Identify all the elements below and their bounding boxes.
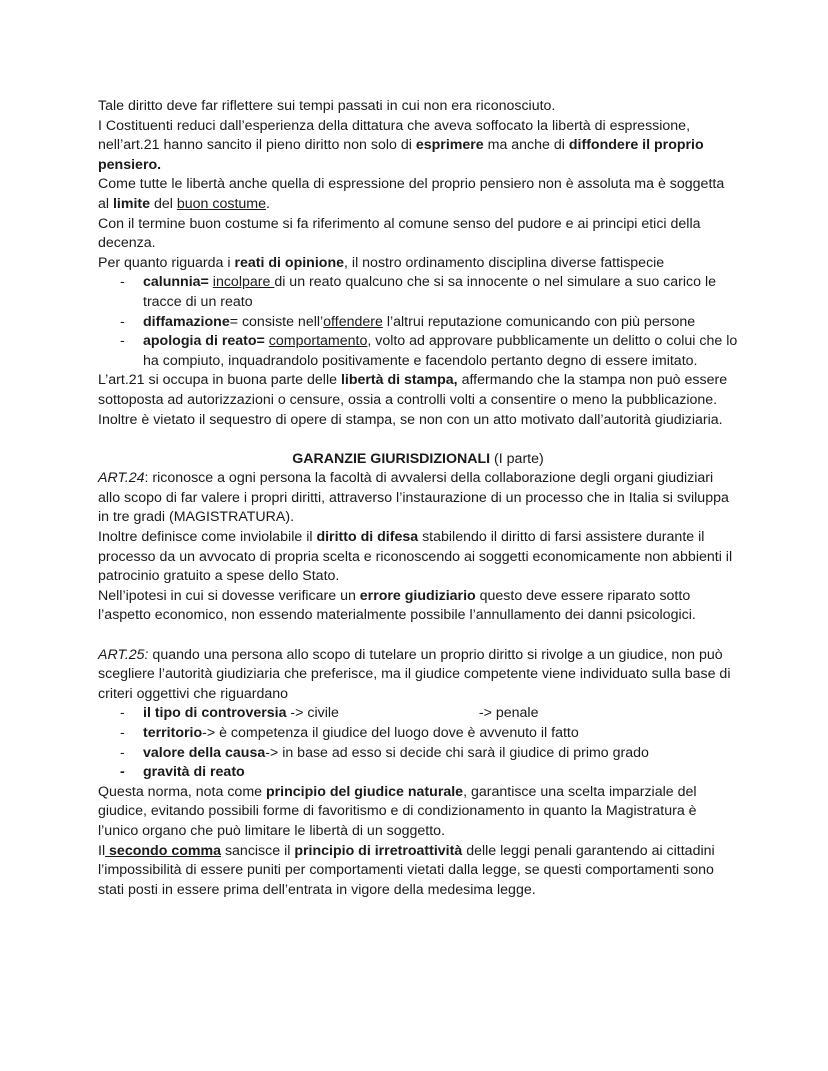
list-dash: -	[120, 313, 125, 330]
heading-suffix: (I parte)	[490, 450, 544, 467]
section-heading	[98, 450, 738, 470]
paragraph-diritto-difesa	[98, 528, 738, 587]
bold-text: territorio	[143, 725, 203, 741]
spacer	[98, 626, 738, 646]
list-dash: -	[120, 764, 125, 781]
paragraph-costituenti	[98, 117, 738, 176]
text: = consiste nell’	[229, 313, 324, 330]
text: Come tutte le libertà anche quella di espressione del proprio pensiero non è assoluta ma è soggetta al	[98, 176, 725, 212]
list-item-calunnia	[98, 273, 738, 312]
bold-text: apologia di reato=	[143, 333, 265, 350]
text: , garantisce una scelta imparziale del giudice, evitando possibili forme di favoritismo e di condizionamento in quanto la Magistratura è l’unico organo che può limitare le libertà di un soggetto.	[98, 783, 697, 839]
bold-text: principio del giudice naturale	[265, 783, 464, 800]
text: L’art.21 si occupa in buona parte delle	[98, 372, 341, 389]
text: del	[150, 195, 177, 212]
bold-text: esprimere	[415, 137, 484, 154]
text: Inoltre definisce come inviolabile il	[98, 529, 317, 546]
bold-text: calunnia=	[143, 274, 209, 291]
bold-text: reati di opinione	[234, 254, 345, 271]
text: , volto ad approvare pubblicamente un delitto o colui che lo ha compiuto, inquadrandolo positivamente e facendolo pertanto degno di essere imitato.	[143, 333, 738, 369]
text: ma anche di	[483, 137, 569, 154]
paragraph-sequestro: Inoltre è vietato il sequestro di opere di stampa, se non con un atto motivato dall’autorità giudiziaria.	[98, 411, 723, 428]
bold-text: gravità di reato	[143, 764, 245, 781]
text: quando una persona allo scopo di tutelare un proprio diritto si rivolge a un giudice, non può scegliere l’autorità giudiziaria che preferisce, ma il giudice competente viene individuato sulla base di criteri oggettivi che riguardano	[98, 646, 731, 702]
article-label: ART.25:	[98, 646, 149, 663]
text: -> in base ad esso si decide chi sarà il giudice di primo grado	[265, 744, 649, 761]
text: questo deve essere riparato sotto l’aspetto economico, non essendo materialmente possibile l’annullamento dei danni psicologici.	[98, 587, 696, 624]
list-item-apologia	[98, 332, 738, 371]
list-reati	[98, 273, 738, 371]
document-page	[98, 97, 738, 900]
text: Nell’ipotesi in cui si dovesse verificare un	[98, 587, 360, 604]
text: I Costituenti reduci dall’esperienza della dittatura che aveva soffocato la libertà di espressione, nell’art.21 hanno sancito il pieno diritto non solo di	[98, 117, 691, 154]
text-penale: -> penale	[478, 705, 539, 722]
paragraph-buon-costume: Con il termine buon costume si fa riferimento al comune senso del pudore e ai principi etici della decenza.	[98, 215, 701, 252]
paragraph-giudice-naturale	[98, 783, 738, 842]
text: , il nostro ordinamento disciplina diverse fattispecie	[344, 254, 665, 271]
paragraph-limite	[98, 175, 738, 214]
underlined-text: buon costume	[176, 195, 266, 212]
list-dash: -	[120, 725, 125, 741]
list-dash: -	[120, 274, 125, 291]
paragraph-irretroattivita	[98, 842, 738, 901]
text: Per quanto riguarda i	[98, 254, 235, 271]
bold-text: valore della causa	[143, 744, 266, 761]
heading-bold: GARANZIE GIURISDIZIONALI	[292, 450, 491, 467]
bold-text: limite	[112, 195, 151, 212]
underlined-text: secondo comma	[105, 842, 221, 859]
text: Il	[98, 842, 106, 859]
bold-text: principio di irretroattività	[294, 842, 463, 859]
list-item-controversia	[98, 704, 738, 724]
text: sancisce il	[221, 842, 295, 859]
text: delle leggi penali garantendo ai cittadini l’impossibilità di essere puniti per comportamenti vietati dalla legge, se questi comportamenti sono stati posti in essere prima dell’entrata in vigore della medesima legge.	[98, 842, 715, 898]
bold-text: libertà di stampa,	[340, 372, 458, 389]
bold-text: il tipo di controversia	[143, 705, 287, 722]
underlined-text: offendere	[323, 313, 383, 330]
list-item-valore-causa	[98, 744, 738, 764]
bold-text: diritto di difesa	[316, 529, 419, 546]
text: Questa norma, nota come	[98, 783, 266, 800]
text: -> civile	[286, 705, 339, 722]
paragraph-art24	[98, 469, 738, 528]
list-item-territorio	[98, 724, 738, 744]
paragraph-stampa	[98, 371, 738, 410]
text: affermando che la stampa non può essere sottoposta ad autorizzazioni o censure, ossia a controlli volti a consentire o meno la pubblicazione.	[98, 372, 728, 408]
underlined-text: comportamento	[268, 333, 368, 350]
article-label: ART.24	[98, 470, 145, 487]
text: stabilendo il diritto di farsi assistere durante il processo da un avvocato di propria scelta e riconoscendo ai soggetti economicamente non abbienti il patrocinio gratuito a spese dello Stato.	[98, 529, 733, 585]
spacer	[98, 430, 738, 450]
list-item-diffamazione	[98, 313, 738, 333]
list-criteri	[98, 704, 738, 782]
bold-text: diffamazione	[143, 313, 230, 330]
paragraph-reati-opinione	[98, 254, 738, 274]
text: l’altrui reputazione comunicando con più persone	[382, 313, 696, 330]
paragraph-intro: Tale diritto deve far riflettere sui tempi passati in cui non era riconosciuto.	[98, 98, 556, 114]
bold-text: errore giudiziario	[359, 587, 476, 604]
text: di un reato qualcuno che si sa innocente o nel simulare a suo carico le tracce di un reato	[143, 274, 716, 310]
underlined-text: incolpare	[212, 274, 275, 291]
list-dash: -	[120, 705, 125, 722]
list-dash: -	[120, 333, 125, 350]
list-dash: -	[120, 744, 125, 761]
bold-text	[105, 843, 221, 859]
paragraph-errore-giudiziario	[98, 587, 738, 626]
paragraph-art25	[98, 646, 738, 705]
text: -> è competenza il giudice del luogo dove è avvenuto il fatto	[202, 725, 579, 741]
bold-text: diffondere il proprio pensiero.	[98, 137, 704, 173]
text: : riconosce a ogni persona la facoltà di avvalersi della collaborazione degli organi giudiziari allo scopo di far valere i propri diritti, attraverso l’instaurazione di un processo che in Italia si sviluppa in tre gradi (MAGISTRATURA).	[98, 470, 729, 526]
text: .	[266, 195, 270, 212]
list-item-gravita	[98, 763, 738, 783]
